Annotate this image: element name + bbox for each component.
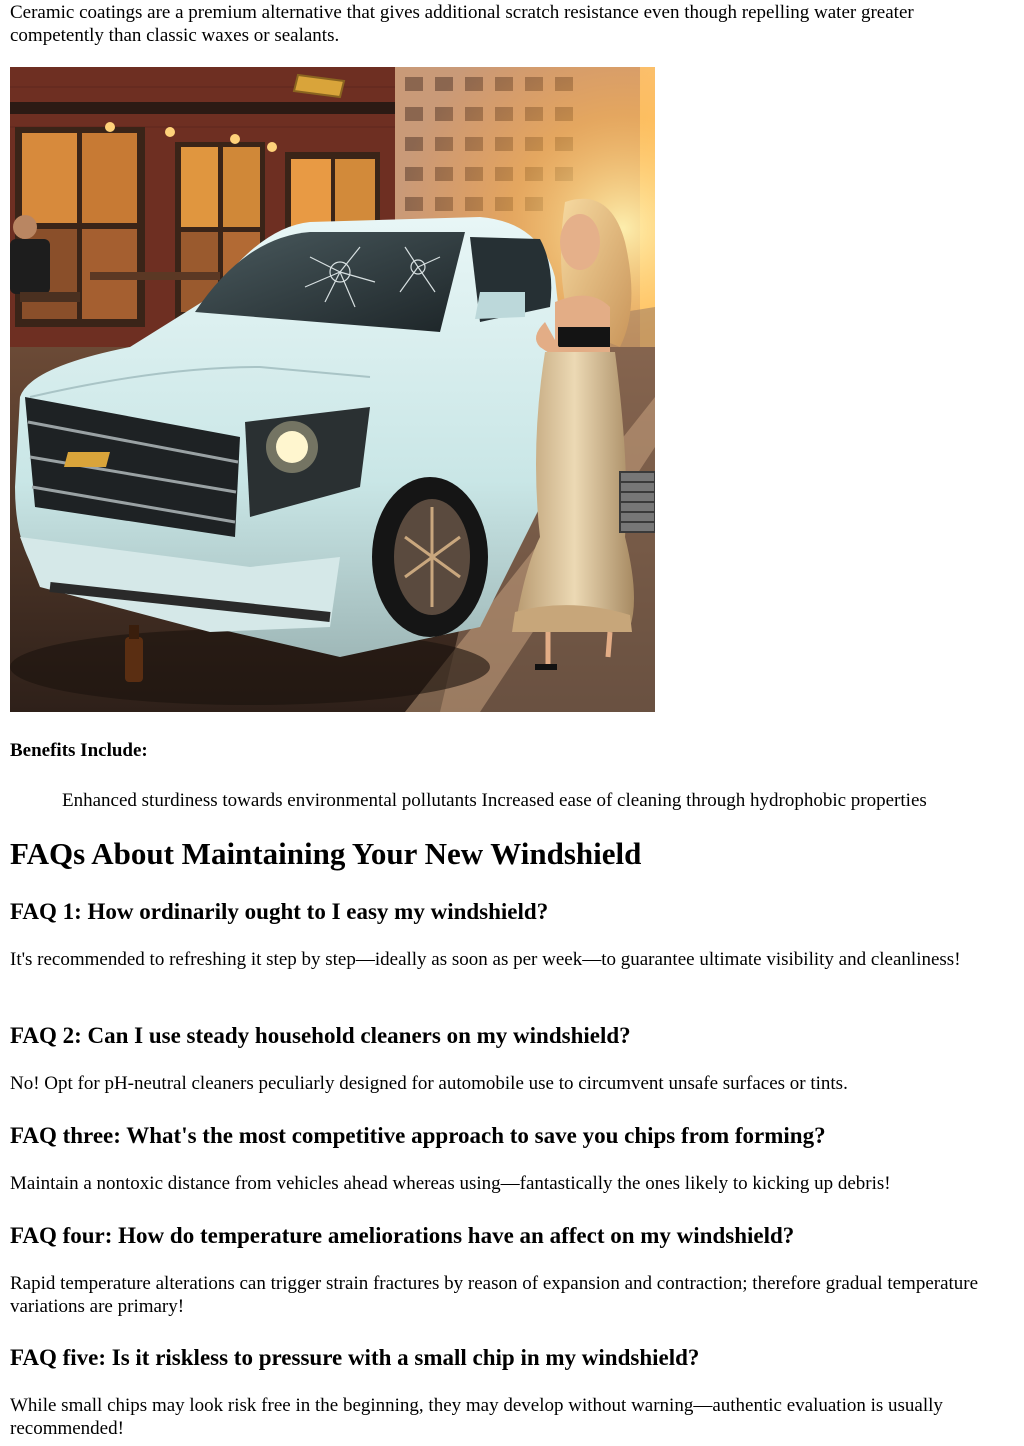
faq-question: FAQ three: What's the most competitive approach to save you chips from forming? <box>10 1123 826 1148</box>
faq-question: FAQ 1: How ordinarily ought to I easy my windshield? <box>10 899 549 924</box>
faq-item <box>10 1222 1010 1318</box>
faq-item <box>10 1344 1010 1440</box>
faq-section-title: FAQs About Maintaining Your New Windshield <box>10 836 642 871</box>
faq-answer: It's recommended to refreshing it step by step—ideally as soon as per week—to guarantee ultimate visibility and cleanliness! <box>10 949 961 970</box>
faq-answer: Maintain a nontoxic distance from vehicles ahead whereas using—fantastically the ones likely to kicking up debris! <box>10 1173 891 1194</box>
article-image <box>10 67 655 712</box>
faq-question: FAQ 2: Can I use steady household cleaners on my windshield? <box>10 1023 631 1048</box>
article <box>10 0 1010 47</box>
benefits-list <box>62 790 927 812</box>
faq-answer: Rapid temperature alterations can trigger strain fractures by reason of expansion and contraction; therefore gradual temperature variations are primary! <box>10 1273 979 1317</box>
intro-paragraph: Ceramic coatings are a premium alternative that gives additional scratch resistance even though repelling water greater competently than classic waxes or sealants. <box>10 2 914 46</box>
faq-answer: While small chips may look risk free in the beginning, they may develop without warning—authentic evaluation is usually recommended! <box>10 1395 943 1439</box>
faq-question: FAQ five: Is it riskless to pressure with a small chip in my windshield? <box>10 1345 700 1370</box>
faq-question: FAQ four: How do temperature ameliorations have an affect on my windshield? <box>10 1223 795 1248</box>
faq-answer: No! Opt for pH-neutral cleaners peculiarly designed for automobile use to circumvent unsafe surfaces or tints. <box>10 1073 848 1094</box>
benefit-item: Enhanced sturdiness towards environmental pollutants Increased ease of cleaning through hydrophobic properties <box>62 790 927 811</box>
benefits-title: Benefits Include: <box>10 740 148 761</box>
faq-item <box>10 1122 1010 1195</box>
faq-item <box>10 1022 1010 1095</box>
faq-item <box>10 898 1010 971</box>
